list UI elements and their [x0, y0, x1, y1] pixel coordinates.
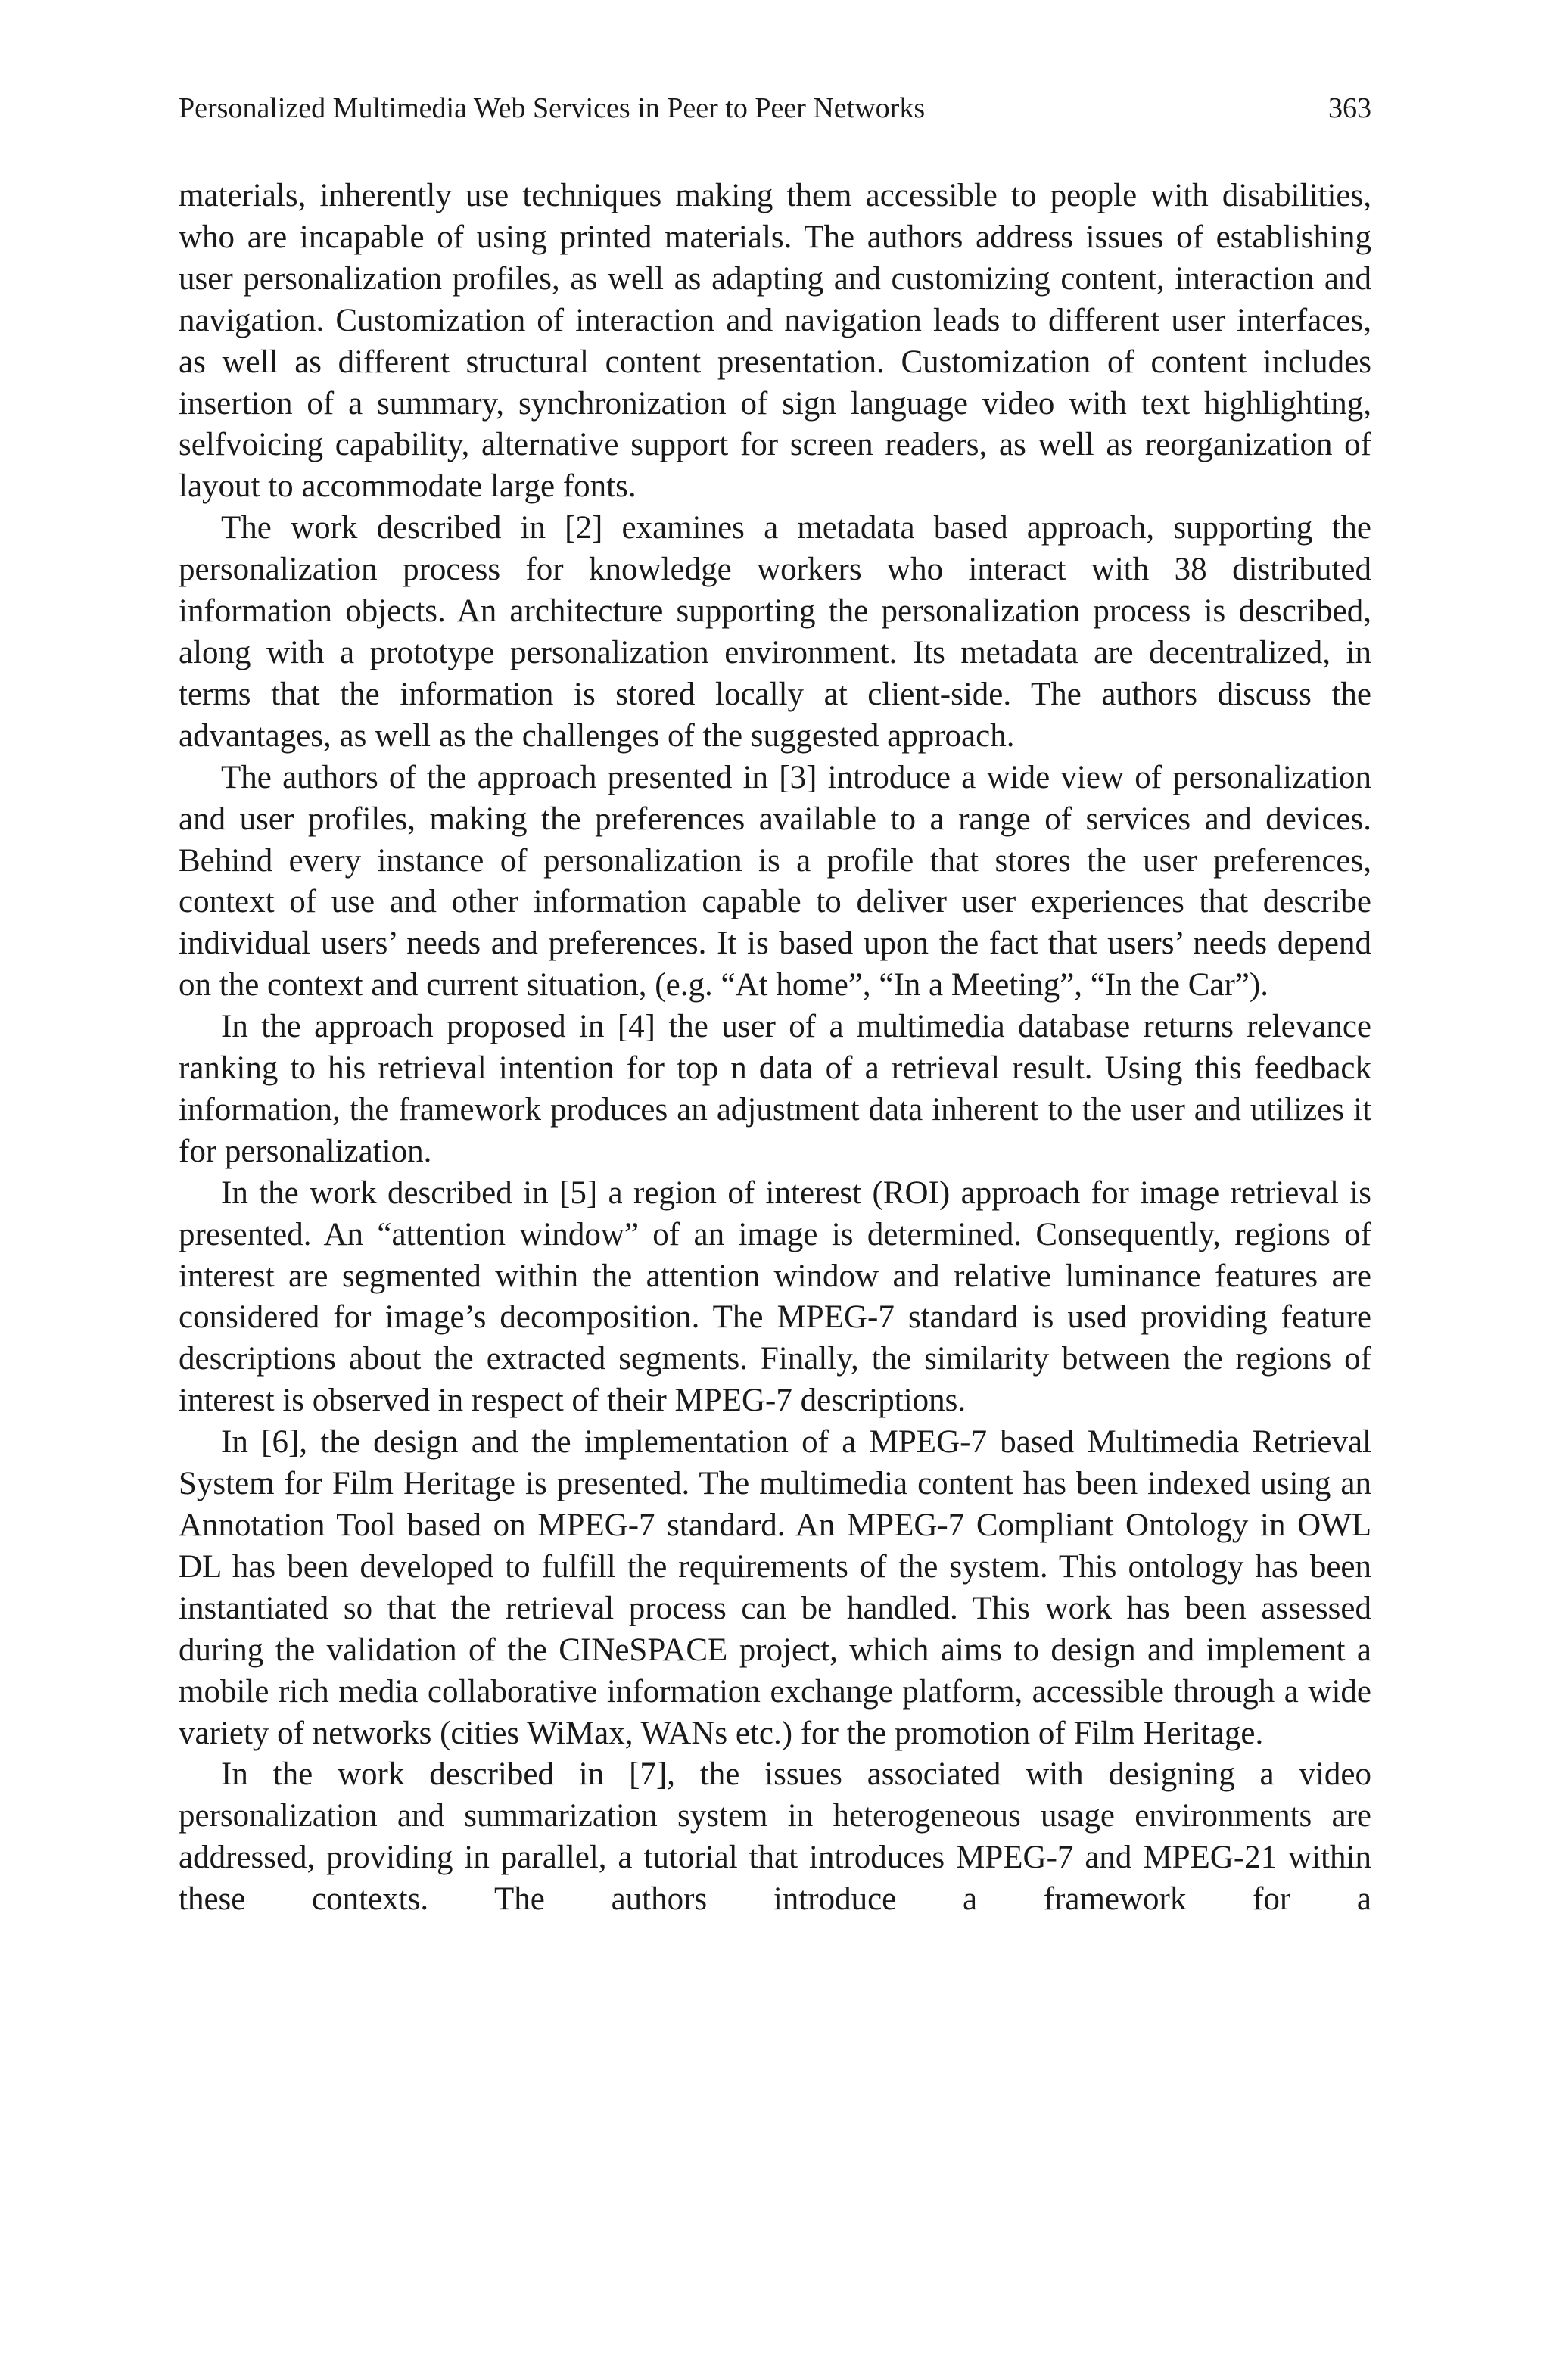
page-number: 363 — [1328, 92, 1371, 124]
paragraph-ref-2: The work described in [2] examines a metadata based approach, supporting the personalization process for knowledge workers who interact with 38 distributed information objects. An architecture supporting the personalization process is described, along with a prototype personalization environment. Its metadata are decentralized, in terms that the information is stored locally at client-side. The authors discuss the advantages, as well as the challenges of the suggested approach. — [179, 510, 1371, 754]
paragraph-ref-7: In the work described in [7], the issues associated with designing a video personalization and summarization system in heterogeneous usage environments are addressed, providing in parallel, a tutorial that introduces MPEG-7 and MPEG-21 within these contexts. The authors introduce a framework for a — [179, 1756, 1371, 1918]
paragraph-ref-5: In the work described in [5] a region of interest (ROI) approach for image retrieval is presented. An “attention window” of an image is determined. Consequently, regions of interest are segmented within the attention window and relative luminance features are considered for image’s decomposition. The MPEG-7 standard is used providing feature descriptions about the extracted segments. Finally, the similarity between the regions of interest is observed in respect of their MPEG-7 descriptions. — [179, 1174, 1371, 1419]
body-text — [179, 176, 1371, 1921]
paragraph-ref-3: The authors of the approach presented in [3] introduce a wide view of personalization and user profiles, making the preferences available to a range of services and devices. Behind every instance of personalization is a profile that stores the user preferences, context of use and other information capable to deliver user experiences that describe individual users’ needs and preferences. It is based upon the fact that users’ needs depend on the context and current situation, (e.g. “At home”, “In a Meeting”, “In the Car”). — [179, 759, 1371, 1003]
running-title: Personalized Multimedia Web Services in Peer to Peer Networks — [179, 92, 926, 124]
paragraph-ref-4: In the approach proposed in [4] the user of a multimedia database returns relevance ranking to his retrieval intention for top n data of a retrieval result. Using this feedback information, the framework produces an adjustment data inherent to the user and utilizes it for personalization. — [179, 1009, 1371, 1169]
running-head — [179, 89, 1371, 127]
paragraph-continued: materials, inherently use techniques making them accessible to people with disabilities, who are incapable of using printed materials. The authors address issues of establishing user personalization profiles, as well as adapting and customizing content, interaction and navigation. Customization of interaction and navigation leads to different user interfaces, as well as different structural content presentation. Customization of content includes insertion of a summary, synchronization of sign language video with text highlighting, selfvoicing capability, alternative support for screen readers, as well as reorganization of layout to accommodate large fonts. — [179, 178, 1371, 505]
paragraph-ref-6: In [6], the design and the implementation of a MPEG-7 based Multimedia Retrieval System for Film Heritage is presented. The multimedia content has been indexed using an Annotation Tool based on MPEG-7 standard. An MPEG-7 Compliant Ontology in OWL DL has been developed to fulfill the requirements of the system. This ontology has been instantiated so that the retrieval process can be handled. This work has been assessed during the validation of the CINeSPACE project, which aims to design and implement a mobile rich media collaborative information exchange platform, accessible through a wide variety of networks (cities WiMax, WANs etc.) for the promotion of Film Heritage. — [179, 1424, 1371, 1751]
